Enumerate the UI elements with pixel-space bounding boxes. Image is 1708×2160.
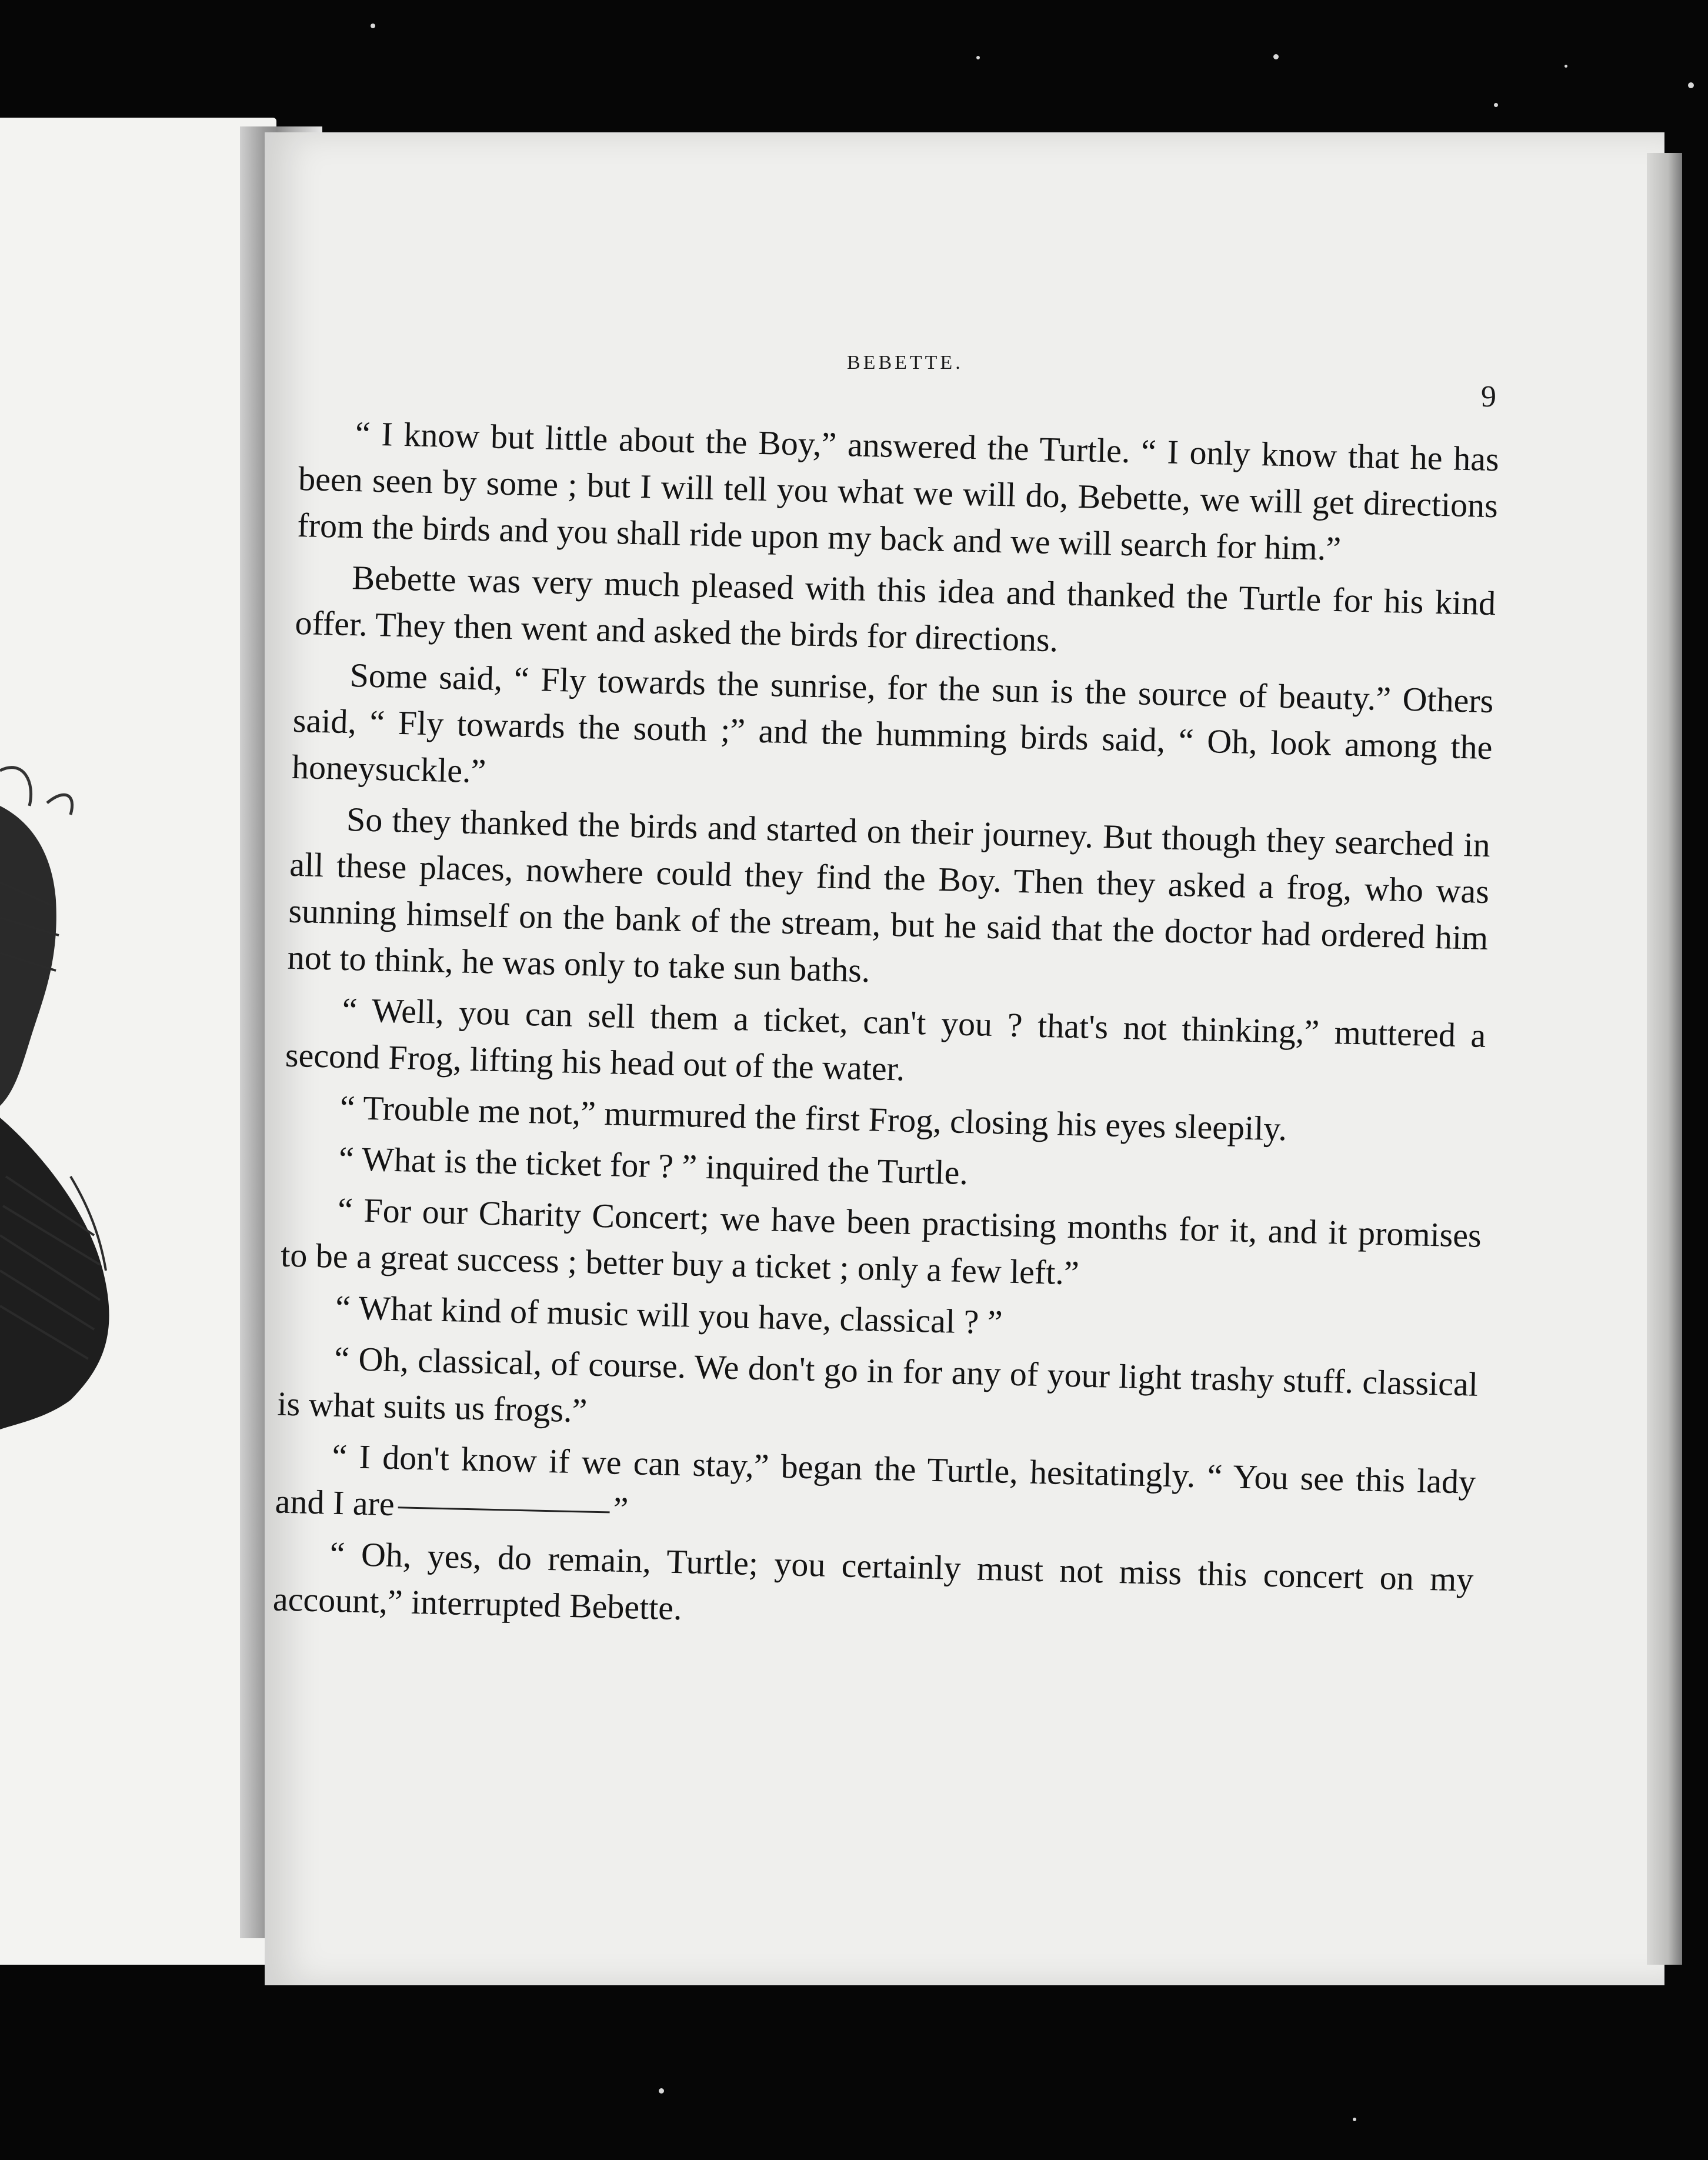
dust-speck — [1273, 54, 1279, 59]
dust-speck — [1494, 103, 1498, 107]
dust-speck — [1353, 2118, 1356, 2121]
paragraph: “ What kind of music will you have, classical ? ” — [335, 1288, 1003, 1342]
paragraph: “ Oh, classical, of course. We don't go in for any of your light trashy stuff. classical is what suits us frogs.” — [276, 1339, 1479, 1430]
paragraph: “ What is the ticket for ? ” inquired the Turtle. — [338, 1139, 969, 1192]
paragraph: “ I know but little about the Boy,” answered the Turtle. “ I only know that he has been seen by some ; but I will tell you what we will do, Bebette, we will get directions from the birds and you shall ride upon my back and we will search for him.” — [296, 414, 1500, 568]
paragraph-text: “ I don't know if we can stay,” began the Turtle, hesitatingly. “ You see this lady and I are — [275, 1436, 1476, 1524]
running-head: BEBETTE. — [847, 352, 963, 374]
page-edge — [1647, 153, 1682, 1965]
paragraph: Bebette was very much pleased with this idea and thanked the Turtle for his kind offer. They then went and asked the birds for directions. — [295, 558, 1496, 659]
em-dash-rule — [398, 1506, 609, 1513]
body-text — [272, 409, 1499, 1654]
illustration-fragment — [0, 118, 276, 1965]
dust-speck — [976, 56, 980, 59]
dust-speck — [371, 24, 375, 28]
paragraph: So they thanked the birds and started on their journey. But though they searched in all these places, nowhere could they find the Boy. Then they asked a frog, who was sunning himself on the bank of the stream, but he said that the doctor had ordered him not to think, he was only to take sun baths. — [287, 799, 1491, 990]
paragraph: “ Oh, yes, do remain, Turtle; you certainly must not miss this concert on my account,” interrupted Bebette. — [272, 1534, 1475, 1628]
dust-speck — [1564, 65, 1567, 68]
dust-speck — [1688, 82, 1694, 88]
paragraph: “ Well, you can sell them a ticket, can't you ? that's not thinking,” muttered a second Frog, lifting his head out of the water. — [285, 990, 1487, 1088]
page-number: 9 — [1481, 380, 1496, 414]
paragraph: “ For our Charity Concert; we have been practising months for it, and it promises to be a great success ; better buy a ticket ; only a few left.” — [280, 1190, 1482, 1292]
dust-speck — [659, 2088, 664, 2094]
paragraph: Some said, “ Fly towards the sunrise, for the sun is the source of beauty.” Others said, “ Fly towards the south ;” and the humming birds said, “ Oh, look among the honeysuckle.” — [291, 656, 1494, 791]
left-facing-page — [0, 118, 276, 1965]
paragraph: “ Trouble me not,” murmured the first Frog, closing his eyes sleepily. — [339, 1088, 1287, 1148]
closing-quote: ” — [612, 1489, 629, 1529]
